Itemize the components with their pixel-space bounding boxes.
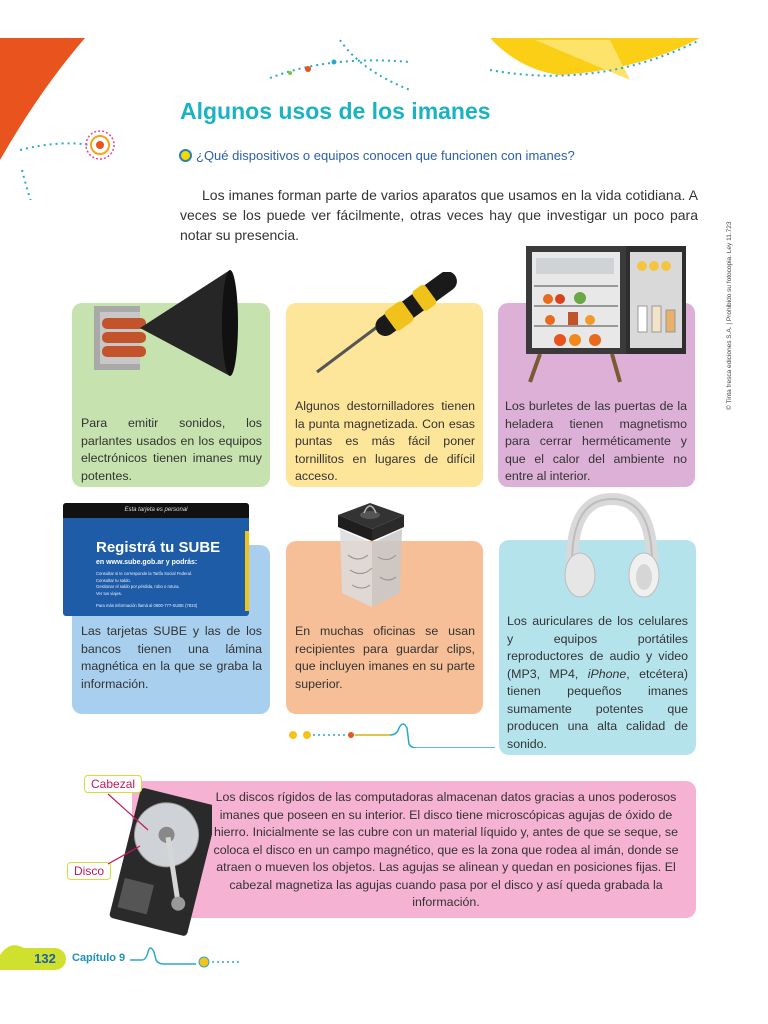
fridge-image	[520, 244, 688, 384]
card-hard-disk-text: Los discos rígidos de las computadoras almacenan datos gracias a unos poderosos imanes que poseen en su interior. El disco tiene microscópicas agujas de óxido de hierro. Inicialmente se las cubre con un material líquido y, antes de que se seque, se coloca el disco en un campo magnético, que es la zona que rodea al imán, donde se atraen o mueven los objetos. Las agujas se alinean y quedan en posiciones fijas. El cabezal magnetiza las agujas cuando pasa por el disco y así queda grabada la información.	[213, 790, 679, 909]
sube-card-image	[63, 503, 249, 616]
question-icon	[179, 149, 192, 162]
sube-card-bullets: Consultar si te corresponde la Tarifa Social Federal. Consultar tu saldo. Gestionar el saldo por pérdida, robo o rotura. Ver tus viajes.	[96, 571, 193, 596]
label-head: Cabezal	[84, 775, 142, 793]
card-fridge-text: Los burletes de las puertas de la heladera tienen magnetismo para cerrar herméticamente y que el calor del ambiente no entre al interior.	[505, 399, 687, 483]
page-title: Algunos usos de los imanes	[180, 98, 491, 124]
card-hard-disk	[132, 781, 696, 918]
sube-card-footer: Para más información llamá al 0800-777-SUBE (7823)	[96, 603, 198, 608]
question-prompt	[179, 148, 575, 163]
card-speaker-text: Para emitir sonidos, los parlantes usados en los equipos electrónicos tienen imanes muy potentes.	[81, 416, 262, 483]
screwdriver-image	[305, 272, 465, 377]
label-lines	[90, 790, 170, 870]
decorative-connector	[285, 718, 495, 748]
card-headphones-text: Los auriculares de los celulares y equipos portátiles reproductores de audio y video (MP3, MP4, iPhone, etcétera) tienen pequeños imanes sumamente potentes que producen una alta calidad de sonido.	[507, 614, 688, 751]
sube-card-subline: en www.sube.gob.ar y podrás:	[96, 559, 198, 566]
card-clips-text: En muchas oficinas se usan recipientes para guardar clips, que incluyen imanes en su parte superior.	[295, 624, 475, 691]
intro-paragraph: Los imanes forman parte de varios aparatos que usamos en la vida cotidiana. A veces se los puede ver fácilmente, otras veces hay que investigar un poco para notar su presencia.	[180, 187, 698, 243]
question-text: ¿Qué dispositivos o equipos conocen que funcionen con imanes?	[196, 148, 575, 163]
speaker-image	[90, 268, 240, 378]
headphones-image	[558, 493, 666, 605]
sube-card-top: Esta tarjeta es personal	[63, 503, 249, 518]
sube-card-headline: Registrá tu SUBE	[96, 539, 221, 556]
clip-holder-image	[330, 495, 410, 613]
page-number: 132	[24, 948, 66, 970]
card-sube-text: Las tarjetas SUBE y las de los bancos tienen una lámina magnética en la que se graba la información.	[81, 624, 262, 691]
card-screwdriver-text: Algunos destornilladores tienen la punta magnetizada. Con esas puntas es más fácil poner tornillitos en lugares de difícil acceso.	[295, 399, 475, 483]
copyright-note: © Tinta fresca ediciones S.A. | Prohibido su fotocopia. Ley 11.723	[726, 221, 733, 410]
label-disk: Disco	[67, 862, 111, 880]
chapter-label: Capítulo 9	[72, 952, 126, 964]
